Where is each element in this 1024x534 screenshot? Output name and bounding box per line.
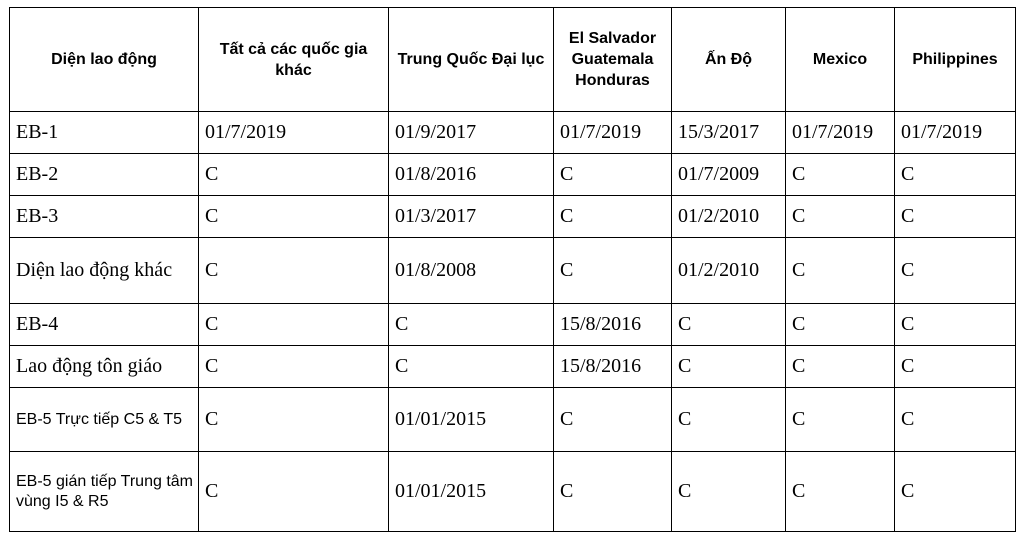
table-cell: 01/7/2019 (199, 112, 389, 154)
table-cell: C (895, 238, 1016, 304)
table-cell: 01/7/2019 (554, 112, 672, 154)
table-cell: C (672, 346, 786, 388)
table-cell: 01/7/2019 (786, 112, 895, 154)
row-label: EB-1 (10, 112, 199, 154)
table-cell: 15/8/2016 (554, 346, 672, 388)
table-cell: 01/9/2017 (389, 112, 554, 154)
header-philippines: Philippines (895, 8, 1016, 112)
header-india: Ấn Độ (672, 8, 786, 112)
visa-bulletin-table-container (9, 7, 1016, 532)
table-cell: C (895, 452, 1016, 532)
table-cell: C (199, 346, 389, 388)
table-cell: C (389, 304, 554, 346)
row-label: Lao động tôn giáo (10, 346, 199, 388)
table-cell: C (554, 238, 672, 304)
header-all-countries: Tất cả các quốc gia khác (199, 8, 389, 112)
row-label: EB-2 (10, 154, 199, 196)
table-cell: 01/01/2015 (389, 388, 554, 452)
table-cell: C (199, 304, 389, 346)
row-label: EB-5 gián tiếp Trung tâm vùng I5 & R5 (10, 452, 199, 532)
table-cell: C (199, 154, 389, 196)
row-label: EB-3 (10, 196, 199, 238)
table-cell: C (554, 452, 672, 532)
table-cell: C (895, 388, 1016, 452)
table-cell: C (786, 196, 895, 238)
table-cell: C (895, 346, 1016, 388)
table-row (10, 154, 1016, 196)
visa-bulletin-table (9, 7, 1016, 532)
table-cell: C (786, 154, 895, 196)
table-cell: C (389, 346, 554, 388)
header-category: Diện lao động (10, 8, 199, 112)
row-label: Diện lao động khác (10, 238, 199, 304)
table-cell: 01/7/2009 (672, 154, 786, 196)
table-cell: C (672, 452, 786, 532)
table-cell: 01/8/2016 (389, 154, 554, 196)
table-cell: C (199, 238, 389, 304)
table-cell: C (786, 452, 895, 532)
table-cell: C (895, 304, 1016, 346)
table-cell: C (786, 304, 895, 346)
header-row (10, 8, 1016, 112)
table-row (10, 452, 1016, 532)
table-cell: C (554, 388, 672, 452)
table-cell: C (199, 196, 389, 238)
header-el-salvador: El Salvador Guatemala Honduras (554, 8, 672, 112)
table-cell: C (786, 238, 895, 304)
table-row (10, 304, 1016, 346)
header-china: Trung Quốc Đại lục (389, 8, 554, 112)
table-cell: C (672, 304, 786, 346)
table-cell: 15/8/2016 (554, 304, 672, 346)
row-label: EB-5 Trực tiếp C5 & T5 (10, 388, 199, 452)
table-cell: C (672, 388, 786, 452)
table-cell: C (895, 154, 1016, 196)
table-row (10, 238, 1016, 304)
table-cell: C (786, 388, 895, 452)
table-row (10, 388, 1016, 452)
table-row (10, 112, 1016, 154)
table-cell: 15/3/2017 (672, 112, 786, 154)
table-cell: 01/2/2010 (672, 196, 786, 238)
table-cell: 01/2/2010 (672, 238, 786, 304)
table-cell: 01/7/2019 (895, 112, 1016, 154)
table-cell: 01/3/2017 (389, 196, 554, 238)
table-cell: 01/01/2015 (389, 452, 554, 532)
table-cell: C (199, 388, 389, 452)
row-label: EB-4 (10, 304, 199, 346)
table-row (10, 196, 1016, 238)
header-mexico: Mexico (786, 8, 895, 112)
table-cell: C (786, 346, 895, 388)
table-cell: 01/8/2008 (389, 238, 554, 304)
table-cell: C (554, 196, 672, 238)
table-cell: C (895, 196, 1016, 238)
table-row (10, 346, 1016, 388)
table-cell: C (199, 452, 389, 532)
table-cell: C (554, 154, 672, 196)
